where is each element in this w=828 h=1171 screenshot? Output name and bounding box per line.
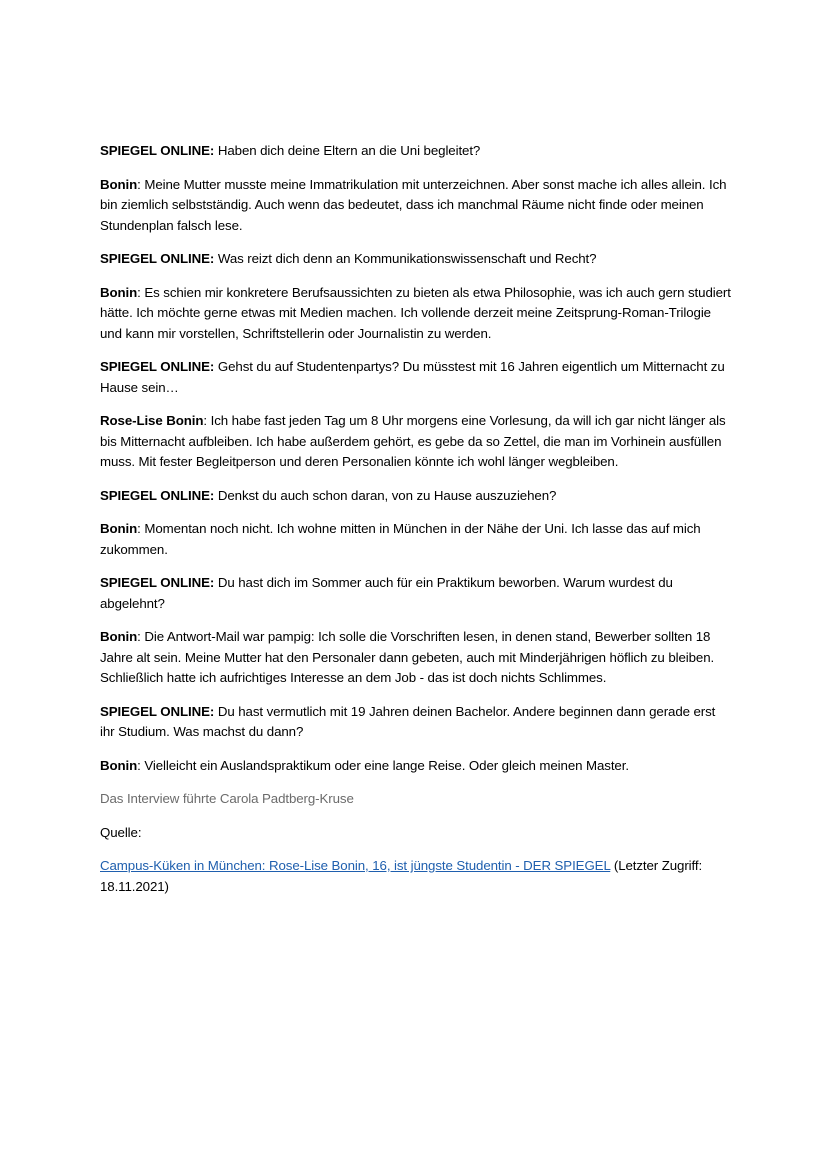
interview-paragraph bbox=[100, 357, 732, 398]
source-label: Quelle: bbox=[100, 824, 142, 840]
paragraph-text: Du hast vermutlich mit 19 Jahren deinen Bachelor. Andere beginnen dann gerade erst ihr Studium. Was machst du dann? bbox=[100, 703, 716, 739]
document-page bbox=[100, 141, 732, 910]
speaker-label: Bonin bbox=[100, 757, 138, 773]
paragraph-text: Du hast dich im Sommer auch für ein Praktikum beworben. Warum wurdest du abgelehnt? bbox=[100, 575, 673, 611]
paragraph-text: : Die Antwort-Mail war pampig: Ich solle die Vorschriften lesen, in denen stand, Bewerber sollten 18 Jahre alt sein. Meine Mutter hat den Personaler dann gebeten, auch mit Minderjährigen höflich zu bleiben. Schließlich hatte ich aufrichtiges Interesse an dem Job - das ist doch nichts Schlimmes. bbox=[100, 629, 715, 685]
source-citation bbox=[100, 856, 732, 897]
interview-paragraph bbox=[100, 486, 732, 507]
speaker-label: SPIEGEL ONLINE: bbox=[100, 359, 215, 374]
interview-paragraph bbox=[100, 141, 732, 162]
paragraph-text: : Vielleicht ein Auslandspraktikum oder eine lange Reise. Oder gleich meinen Master. bbox=[137, 757, 629, 773]
speaker-label: SPIEGEL ONLINE: bbox=[100, 251, 215, 266]
interview-paragraph bbox=[100, 249, 732, 270]
paragraph-text: Denkst du auch schon daran, von zu Hause auszuziehen? bbox=[214, 487, 557, 503]
interview-paragraph bbox=[100, 283, 732, 345]
interview-paragraph bbox=[100, 573, 732, 614]
source-link[interactable]: Campus-Küken in München: Rose-Lise Bonin, 16, ist jüngste Studentin - DER SPIEGEL bbox=[100, 858, 611, 873]
interview-paragraph bbox=[100, 627, 732, 689]
interview-paragraph bbox=[100, 756, 732, 777]
paragraph-text: : Ich habe fast jeden Tag um 8 Uhr morgens eine Vorlesung, da will ich gar nicht länger als bis Mitternacht aufbleiben. Ich habe außerdem gehört, es gebe da so Zettel, die man im Vorhinein ausfüllen muss. Mit fester Begleitperson und deren Personalien könnte ich wohl länger wegbleiben. bbox=[100, 413, 726, 469]
paragraph-text: Was reizt dich denn an Kommunikationswissenschaft und Recht? bbox=[214, 251, 597, 266]
speaker-label: SPIEGEL ONLINE: bbox=[100, 143, 215, 158]
paragraph-text: : Meine Mutter musste meine Immatrikulation mit unterzeichnen. Aber sonst mache ich alles allein. Ich bin ziemlich selbstständig. Auch wenn das bedeutet, dass ich manchmal Räume nicht finde oder meinen Stundenplan falsch lese. bbox=[100, 176, 727, 233]
interview-paragraph bbox=[100, 175, 732, 237]
speaker-label: Bonin bbox=[100, 521, 138, 536]
source-access-date: (Letzter Zugriff: 18.11.2021) bbox=[100, 858, 703, 894]
paragraph-text: Haben dich deine Eltern an die Uni begleitet? bbox=[214, 143, 481, 158]
interview-paragraph bbox=[100, 411, 732, 473]
interview-credit: Das Interview führte Carola Padtberg-Kruse bbox=[100, 791, 354, 806]
paragraph-text: Gehst du auf Studentenpartys? Du müsstest mit 16 Jahren eigentlich um Mitternacht zu Hause sein… bbox=[100, 359, 725, 395]
paragraph-text: : Es schien mir konkretere Berufsaussichten zu bieten als etwa Philosophie, was ich auch gern studiert hätte. Ich möchte gerne etwas mit Medien machen. Ich vollende derzeit meine Zeitsprung-Roman-Trilogie und kann mir vorstellen, Schriftstellerin oder Journalistin zu werden. bbox=[100, 284, 731, 341]
speaker-label: SPIEGEL ONLINE: bbox=[100, 703, 215, 719]
interview-paragraph bbox=[100, 519, 732, 560]
paragraph-text: : Momentan noch nicht. Ich wohne mitten in München in der Nähe der Uni. Ich lasse das auf mich zukommen. bbox=[100, 521, 701, 557]
speaker-label: SPIEGEL ONLINE: bbox=[100, 575, 215, 590]
speaker-label: Bonin bbox=[100, 176, 138, 192]
speaker-label: Bonin bbox=[100, 284, 138, 300]
interview-paragraph bbox=[100, 702, 732, 743]
speaker-label: SPIEGEL ONLINE: bbox=[100, 487, 215, 503]
speaker-label: Bonin bbox=[100, 629, 138, 644]
speaker-label: Rose-Lise Bonin bbox=[100, 413, 204, 428]
